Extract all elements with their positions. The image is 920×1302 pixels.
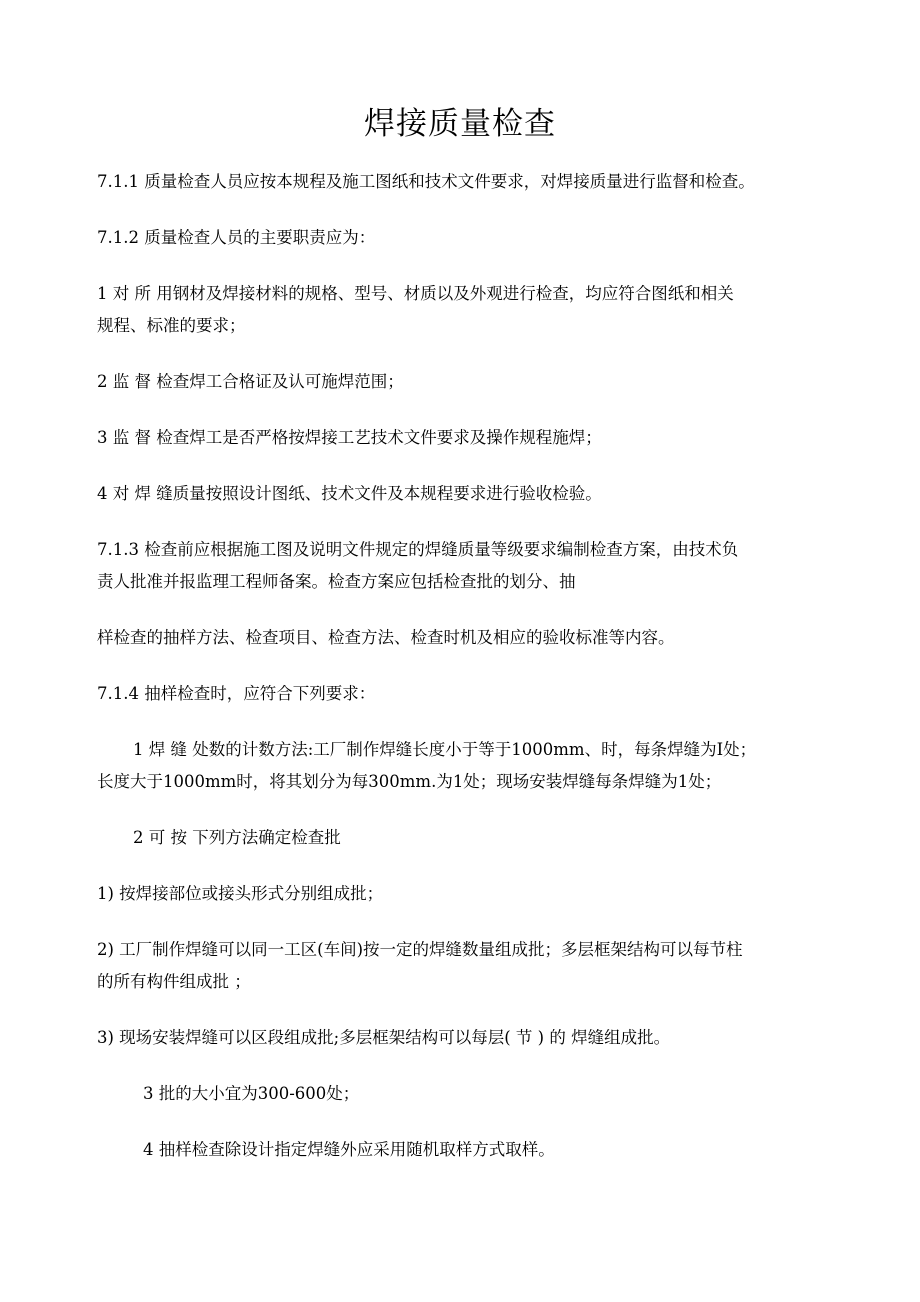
paragraph-7-1-3: 7.1.3 检查前应根据施工图及说明文件规定的焊缝质量等级要求编制检查方案，由技术负 [97,540,739,559]
duty-item-2: 2 监 督 检查焊工合格证及认可施焊范围； [97,372,404,391]
sampling-item-1-cont: 长度大于1000mm时，将其划分为每300mm.为1处；现场安装焊缝每条焊缝为1处； [97,772,722,791]
sampling-item-4: 4 抽样检查除设计指定焊缝外应采用随机取样方式取样。 [143,1140,555,1159]
paragraph-7-1-3-cont2: 样检查的抽样方法、检查项目、检查方法、检查时机及相应的验收标准等内容。 [97,628,675,647]
duty-item-1: 1 对 所 用钢材及焊接材料的规格、型号、材质以及外观进行检查，均应符合图纸和相关 [97,284,734,303]
duty-item-1-cont: 规程、标准的要求； [97,316,246,335]
batch-method-1: 1) 按焊接部位或接头形式分别组成批； [97,884,384,903]
paragraph-7-1-1: 7.1.1 质量检查人员应按本规程及施工图纸和技术文件要求，对焊接质量进行监督和检查。 [97,172,755,191]
paragraph-7-1-4: 7.1.4 抽样检查时，应符合下列要求： [97,684,376,703]
sampling-item-2: 2 可 按 下列方法确定检查批 [133,828,341,847]
batch-method-2-cont: 的所有构件组成批 ； [97,972,251,991]
paragraph-7-1-3-cont: 责人批准并报监理工程师备案。检查方案应包括检查批的划分、抽 [97,572,576,591]
sampling-item-1: 1 焊 缝 处数的计数方法:工厂制作焊缝长度小于等于1000mm、时，每条焊缝为I处； [133,740,757,759]
batch-method-3: 3) 现场安装焊缝可以区段组成批;多层框架结构可以每层( 节 ) 的 焊缝组成批。 [97,1028,671,1047]
batch-method-2: 2) 工厂制作焊缝可以同一工区(车间)按一定的焊缝数量组成批；多层框架结构可以每节柱 [97,940,743,959]
sampling-item-3: 3 批的大小宜为300-600处； [143,1084,360,1103]
page-title: 焊接质量检查 [364,106,556,142]
paragraph-7-1-2: 7.1.2 质量检查人员的主要职责应为： [97,228,376,247]
duty-item-4: 4 对 焊 缝质量按照设计图纸、技术文件及本规程要求进行验收检验。 [97,484,602,503]
duty-item-3: 3 监 督 检查焊工是否严格按焊接工艺技术文件要求及操作规程施焊； [97,428,602,447]
